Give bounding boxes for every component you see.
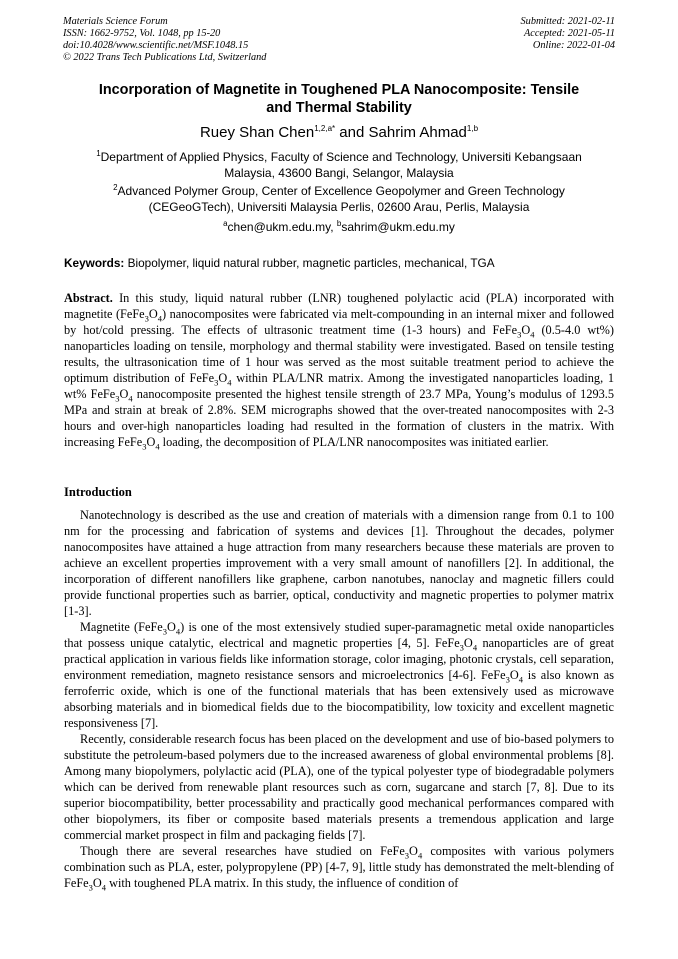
formula-subscript: 4	[417, 850, 423, 861]
abstract-text: loading, the decomposition of PLA/LNR nanocomposites was initiated earlier.	[159, 435, 549, 449]
paragraph-text: ) is one of the most extensively studied super-paramagnetic metal oxide nanoparticles that possess unique catalytic, electrical and magnetic properties [4, 5]. Fe	[64, 620, 614, 650]
accepted-date: Accepted: 2021-05-11	[523, 28, 615, 39]
email-link[interactable]: chen@ukm.edu.my,	[227, 220, 337, 234]
formula-element: O	[463, 636, 473, 650]
formula-fe3o4	[132, 307, 163, 324]
formula-subscript: 4	[101, 882, 107, 893]
introduction-heading: Introduction	[64, 485, 132, 499]
author-name: Sahrim Ahmad	[368, 124, 467, 141]
formula-element: Fe	[102, 387, 116, 401]
affiliation-marker: 1	[96, 149, 101, 158]
formula-element: Fe	[447, 636, 460, 650]
formula-fe3o4	[447, 636, 478, 653]
title-line-1: Incorporation of Magnetite in Toughened PLA Nanocomposite: Tensile	[98, 82, 580, 98]
affiliation-text: Malaysia, 43600 Bangi, Selangor, Malaysia	[224, 166, 454, 180]
formula-element: O	[521, 323, 531, 337]
formula-fe3o4	[201, 371, 232, 388]
formula-subscript: 4	[227, 377, 232, 388]
formula-element: O	[146, 435, 156, 449]
formula-subscript: 3	[115, 393, 120, 404]
formula-element: Fe	[129, 435, 143, 449]
email-marker: a	[223, 219, 228, 228]
formula-fe3o4	[504, 323, 535, 340]
paragraph-text: is also known as ferroferric oxide, which is one of the functional materials that has been extensively used as microwave absorbing materials and in biomedical fields due to the biocompatibility, low toxicity and excellent magnetic responsiveness [7].	[64, 668, 614, 730]
journal-copyright: © 2022 Trans Tech Publications Ltd, Switzerland	[63, 52, 267, 63]
affiliation-text: Department of Applied Physics, Faculty of Science and Technology, Universiti Kebangsaan	[100, 150, 582, 164]
email-marker: b	[336, 219, 342, 228]
formula-fe3o4	[150, 620, 181, 637]
paragraph: Nanotechnology is described as the use and creation of materials with a dimension range from 0.1 to 100 nm for the processing and fabrication of systems and devices [1]. Throughout the decades, polymer nanocomposites have attained a huge attraction from many researchers because these materials are proven to achieve an excellent properties improvement with a very small amount of nanofillers [2]. In additional, the incorporation of different nanofillers like graphene, carbon nanotubes, nanoclay and magnetic fillers could provide functional properties such as barrier, optical, conductivity and magnetic properties to polymer matrix [1-3].	[64, 508, 614, 618]
formula-element: O	[218, 371, 228, 385]
dates-header	[521, 16, 615, 52]
formula-element: O	[509, 668, 519, 682]
author-list	[60, 123, 618, 143]
journal-doi: doi:10.4028/www.scientific.net/MSF.1048.15	[63, 40, 249, 51]
author-superscript: 1,b	[466, 124, 479, 133]
formula-subscript: 4	[155, 441, 160, 452]
email-link[interactable]: sahrim@ukm.edu.my	[341, 220, 455, 234]
formula-subscript: 4	[175, 626, 181, 637]
formula-element: Fe	[150, 620, 163, 634]
formula-subscript: 3	[459, 642, 464, 653]
online-date: Online: 2022-01-04	[532, 40, 615, 51]
formula-element: Fe	[493, 668, 506, 682]
abstract	[64, 290, 614, 450]
formula-element: Fe	[76, 876, 89, 890]
formula-element: Fe	[201, 371, 215, 385]
formula-subscript: 3	[88, 882, 93, 893]
formula-fe3o4	[392, 844, 423, 861]
abstract-text: In this study, liquid natural rubber (LNR) toughened polylactic acid (PLA) incorporated with magnetite (Fe	[64, 291, 614, 321]
formula-element: O	[119, 387, 129, 401]
abstract-text: ) nanocomposites were fabricated via melt-compounding in an internal mixer and followed by hot/cold pressing. The effects of ultrasonic treatment time (1-3 hours) and Fe	[64, 307, 614, 337]
formula-element: Fe	[504, 323, 518, 337]
paragraph: Recently, considerable research focus has been placed on the development and use of bio-based polymers to substitute the petroleum-based polymers due to the increased awareness of global environmental problems [8]. Among many biopolymers, polylactic acid (PLA), one of the typical polyester type of biodegradable polymers which can be derived from renewable plant resources such as corn, sugarcane and starch [7, 8]. Due to its superior biocompatibility, better processability and practically good mechanical performances compared with other biopolymers, its fiber or composite based materials presents a tremendous application and large commercial market prospect in film and packaging fields [7].	[64, 732, 614, 842]
paragraph-text: nanoparticles are of great practical application in various fields like information storage, color imaging, photonic crystals, cell separation, environment remediation, magneto resistance sensors and microelectronics [4-6]. Fe	[64, 636, 614, 682]
author-name: Ruey Shan Chen	[199, 124, 315, 141]
paper-title	[60, 81, 618, 117]
submitted-date: Submitted: 2021-02-11	[520, 16, 615, 27]
formula-fe3o4	[102, 387, 133, 404]
abstract-text: (0.5-4.0 wt%) nanoparticles loading on tensile, morphology and thermal stability were investigated. Based on tensile testing results, the ultrasonication time of 1 hour was served as the most suitable treatment period to achieve the optimum distribution of Fe	[64, 323, 615, 385]
formula-subscript: 3	[404, 850, 410, 861]
formula-element: O	[148, 307, 158, 321]
abstract-text: nanocomposite presented the highest tensile strength of 23.7 MPa, Young’s modulus of 1293.5 MPa and strain at break of 2.8%. SEM micrographs showed that the over-treated nanocomposites with 2-3 hours and over-high nanoparticles loading had resulted in the formation of clusters in the matrix. With increasing Fe	[64, 387, 614, 449]
formula-fe3o4	[76, 876, 107, 893]
formula-element: Fe	[132, 307, 145, 321]
paragraph	[64, 619, 614, 731]
affiliation-2	[60, 183, 618, 215]
keywords-label: Keywords:	[64, 256, 125, 270]
formula-subscript: 3	[162, 626, 168, 637]
abstract-text: within PLA/LNR matrix. Among the investigated nanoparticles loading, 1 wt% Fe	[64, 371, 614, 401]
formula-fe3o4	[493, 668, 523, 685]
affiliation-text: Advanced Polymer Group, Center of Excellence Geopolymer and Green Technology	[117, 184, 565, 198]
paragraph	[64, 843, 614, 891]
formula-element: O	[409, 844, 418, 858]
keywords	[64, 255, 614, 271]
paragraph-text: with toughened PLA matrix. In this study, the influence of condition of	[106, 876, 459, 890]
abstract-label: Abstract.	[64, 291, 113, 305]
title-line-2: and Thermal Stability	[266, 100, 412, 116]
formula-subscript: 4	[128, 393, 133, 404]
formula-subscript: 4	[472, 642, 478, 653]
author-connector: and	[335, 124, 369, 141]
formula-subscript: 4	[518, 674, 523, 685]
formula-subscript: 3	[142, 441, 147, 452]
formula-subscript: 4	[530, 329, 535, 340]
journal-header	[63, 16, 266, 64]
formula-subscript: 3	[517, 329, 522, 340]
formula-subscript: 3	[144, 313, 149, 324]
affiliation-1	[60, 149, 618, 181]
journal-name: Materials Science Forum	[63, 16, 168, 27]
journal-issn: ISSN: 1662-9752, Vol. 1048, pp 15-20	[63, 28, 221, 39]
formula-subscript: 3	[214, 377, 219, 388]
paragraph-text: Though there are several researches have studied on Fe	[80, 844, 393, 858]
author-superscript: 1,2,a*	[314, 124, 336, 133]
formula-element: Fe	[392, 844, 405, 858]
paragraph-text: Magnetite (Fe	[80, 620, 151, 634]
formula-fe3o4	[129, 435, 160, 452]
affiliation-text: (CEGeoGTech), Universiti Malaysia Perlis, 02600 Arau, Perlis, Malaysia	[148, 200, 530, 214]
paragraph-text: composites with various polymers combination such as PLA, ester, polypropylene (PP) [4-7, 9], little study has demonstrated the melt-blending of Fe	[64, 844, 614, 890]
introduction-body	[64, 507, 614, 891]
formula-element: O	[167, 620, 176, 634]
author-emails	[60, 219, 618, 235]
formula-subscript: 3	[505, 674, 510, 685]
formula-subscript: 4	[157, 313, 163, 324]
keywords-text: Biopolymer, liquid natural rubber, magnetic particles, mechanical, TGA	[124, 256, 495, 270]
formula-element: O	[92, 876, 102, 890]
affiliation-marker: 2	[113, 183, 118, 192]
